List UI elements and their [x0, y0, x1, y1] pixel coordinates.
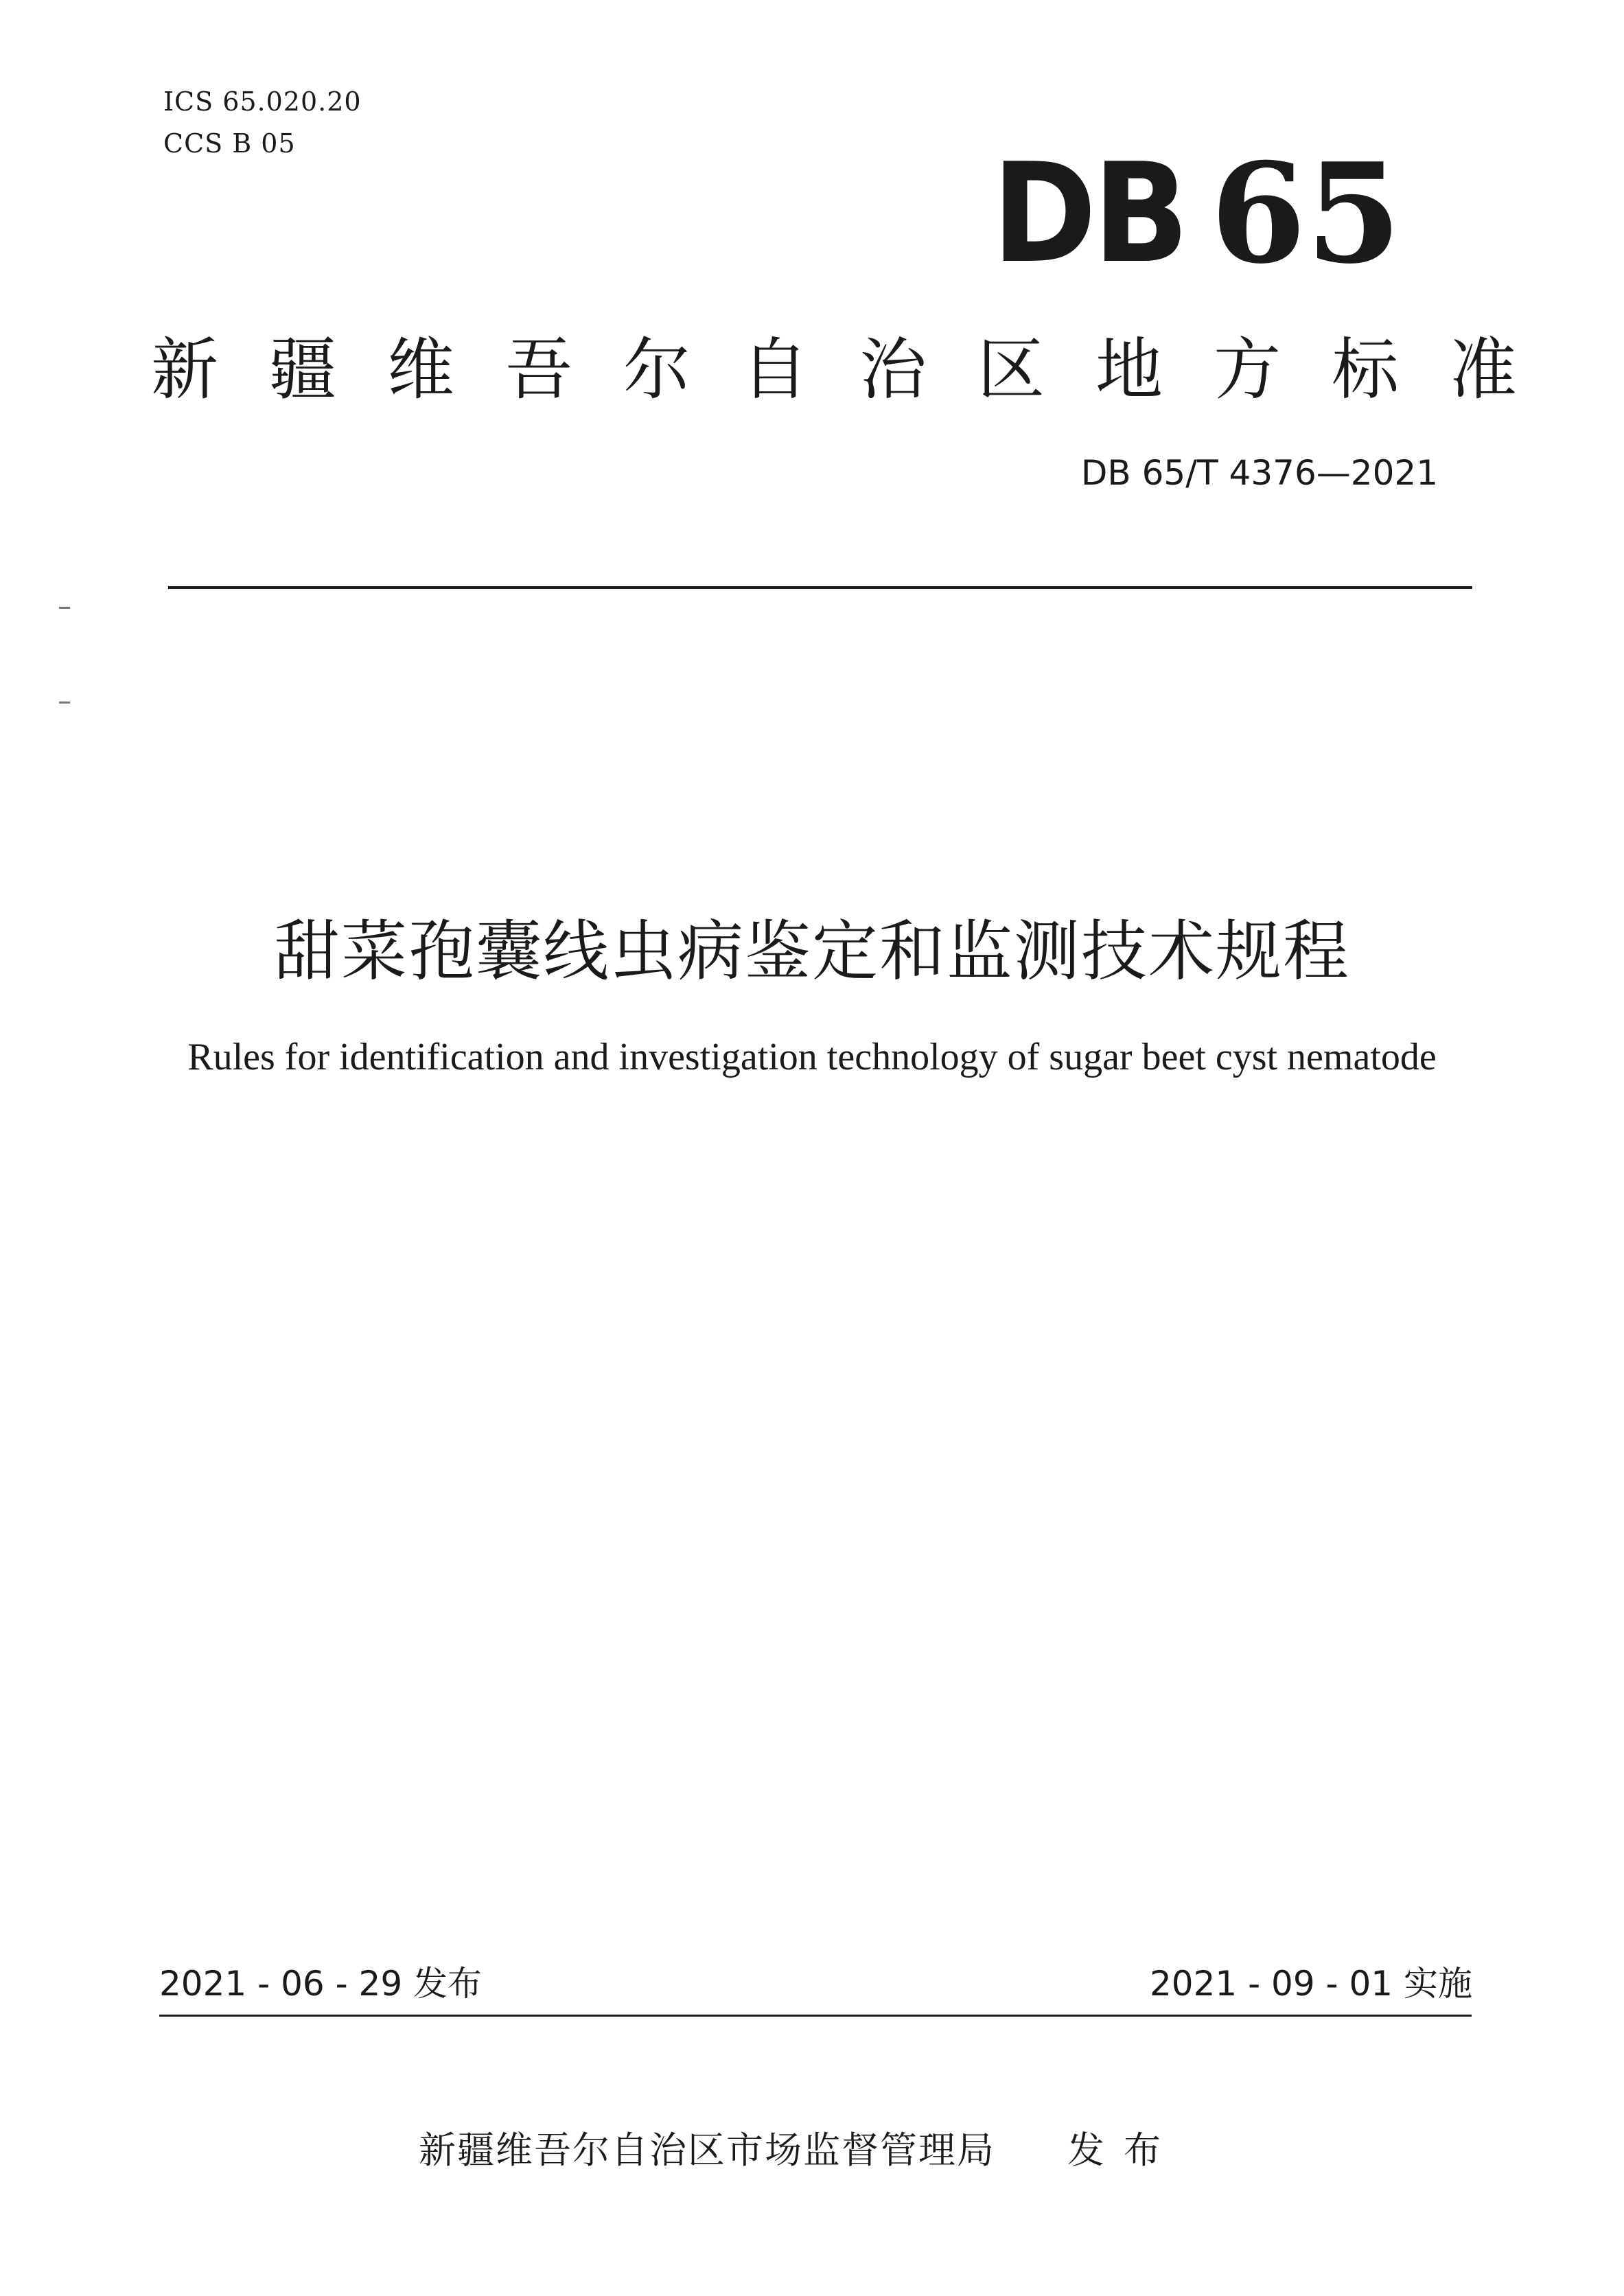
logo-prefix: DB: [992, 134, 1185, 294]
issuing-authority: 新疆维吾尔自治区市场监督管理局: [419, 2129, 995, 2172]
standard-number: DB 65/T 4376—2021: [1080, 453, 1438, 493]
effective-date: 2021 - 09 - 01 实施: [1149, 1964, 1472, 2004]
title-chinese: 甜菜孢囊线虫病鉴定和监测技术规程: [274, 913, 1350, 990]
publish-date: 2021 - 06 - 29 发布: [159, 1964, 483, 2004]
issue-label: 发布: [1067, 2129, 1180, 2172]
ics-code: ICS 65.020.20: [163, 86, 362, 117]
ccs-code: CCS B 05: [163, 128, 296, 159]
logo-number: 65: [1210, 133, 1402, 294]
margin-mark: [59, 607, 70, 609]
margin-mark: [59, 701, 70, 704]
bottom-divider: [159, 2015, 1472, 2017]
standard-type: 新疆维吾尔自治区地方标准: [151, 331, 1568, 409]
title-english: Rules for identification and investigation technology of sugar beet cyst nematode: [187, 1036, 1437, 1078]
db65-logo: [992, 133, 1402, 294]
top-divider: [168, 586, 1472, 589]
